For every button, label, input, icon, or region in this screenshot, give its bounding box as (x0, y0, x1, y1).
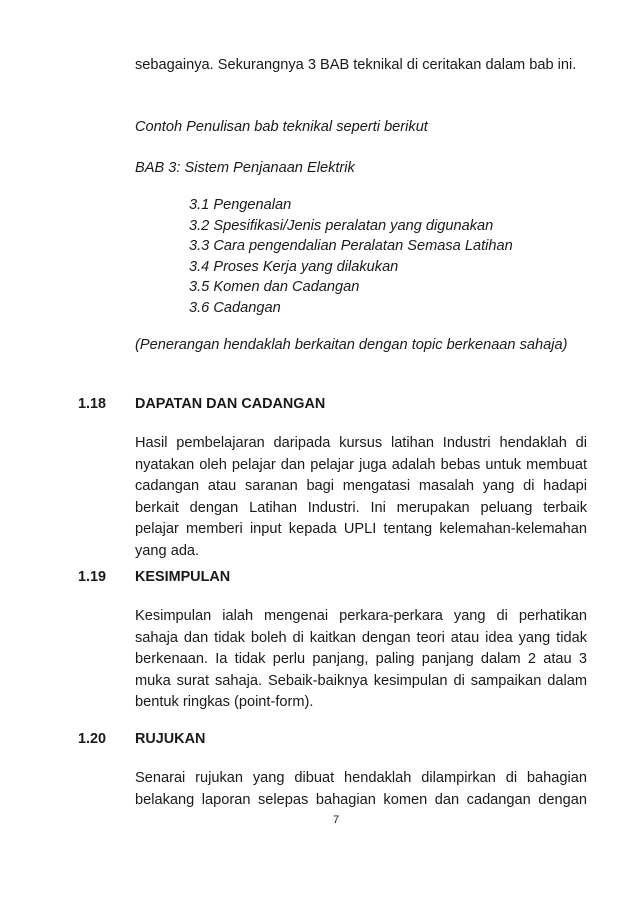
page-number: 7 (332, 814, 340, 826)
section-number: 1.19 (78, 569, 107, 585)
subsection-list (189, 195, 589, 319)
section-body: Senarai rujukan yang dibuat hendaklah dilampirkan di bahagian belakang laporan selepas bahagian komen dan cadangan dengan (135, 770, 587, 808)
section-body: Kesimpulan ialah mengenai perkara-perkara yang di perhatikan sahaja dan tidak boleh di kaitkan dengan teori atau idea yang tidak berkenaan. Ia tidak perlu panjang, paling panjang dalam 2 atau 3 muka surat sahaja. Sebaik-baiknya kesimpulan di sampaikan dalam bentuk ringkas (point-form). (135, 608, 587, 710)
subsection-item: 3.2 Spesifikasi/Jenis peralatan yang digunakan (189, 217, 494, 234)
intro-paragraph: sebagainya. Sekurangnya 3 BAB teknikal di ceritakan dalam bab ini. (135, 57, 577, 73)
section-body: Hasil pembelajaran daripada kursus latihan Industri hendaklah di nyatakan oleh pelajar dan pelajar juga adalah bebas untuk membuat cadangan atau saranan bagi mengatasi masalah yang di hadapi berkait dengan Latihan Industri. Ini merupakan peluang terbaik pelajar memberi input kepada UPLI tentang kelemahan-kelemahan yang ada. (135, 435, 587, 559)
subsection-item: 3.1 Pengenalan (189, 197, 292, 213)
section-title: DAPATAN DAN CADANGAN (135, 396, 326, 412)
subsection-item: 3.3 Cara pengendalian Peralatan Semasa Latihan (189, 238, 513, 255)
example-heading: Contoh Penulisan bab teknikal seperti berikut (135, 119, 428, 135)
chapter-title: BAB 3: Sistem Penjanaan Elektrik (135, 160, 355, 176)
note-paragraph: (Penerangan hendaklah berkaitan dengan topic berkenaan sahaja) (135, 337, 568, 353)
section-number: 1.20 (78, 731, 107, 747)
subsection-item: 3.4 Proses Kerja yang dilakukan (189, 258, 399, 275)
section-number: 1.18 (78, 396, 107, 412)
subsection-item: 3.6 Cadangan (189, 299, 281, 316)
section-title: RUJUKAN (135, 731, 206, 747)
subsection-item: 3.5 Komen dan Cadangan (189, 279, 360, 296)
section-title: KESIMPULAN (135, 569, 231, 585)
